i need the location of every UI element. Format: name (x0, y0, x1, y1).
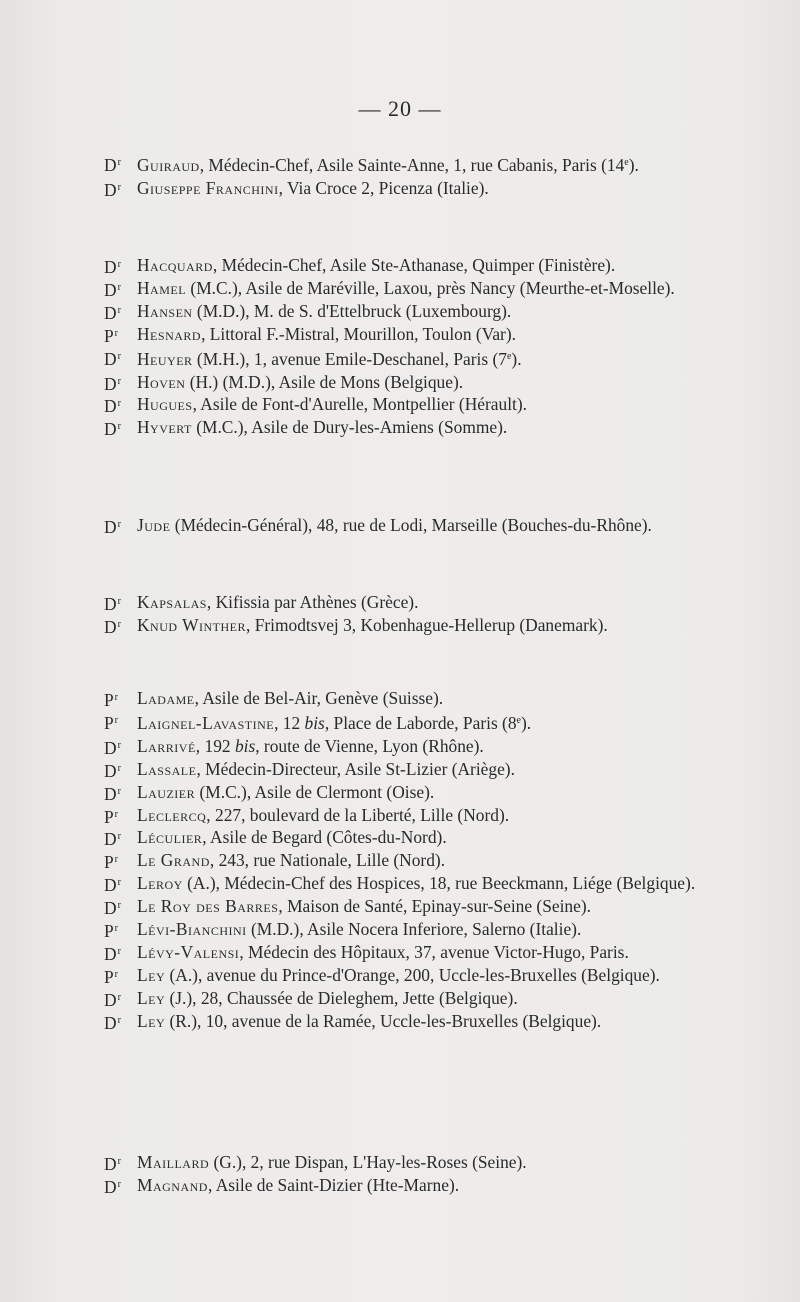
title-abbrev: $D^r$ (104, 517, 121, 537)
member-address: (A.), Médecin-Chef des Hospices, 18, rue Beeckmann, Liége (Belgique). (182, 873, 696, 894)
member-name: Leclercq (137, 804, 207, 825)
list-item (104, 591, 734, 614)
member-address: , Asile de Bel-Air, Genève (Suisse). (194, 688, 444, 708)
member-name: Hansen (137, 300, 193, 321)
member-name: Hacquard (137, 255, 213, 275)
title-abbrev: $D^r$ (104, 396, 121, 417)
member-address: , Frimodtsvej 3, Kobenhague-Hellerup (Danemark). (246, 614, 608, 635)
title-abbrev: $D^r$ (104, 989, 121, 1010)
list-item (104, 416, 734, 439)
member-address: (M.H.), 1, avenue Emile-Deschanel, Paris (7e). (192, 348, 522, 369)
title-abbrev: $D^r$ (104, 419, 121, 440)
member-address: (M.C.), Asile de Dury-les-Amiens (Somme). (191, 417, 508, 438)
member-name: Lévi-Bianchini (137, 919, 247, 940)
list-item (104, 941, 734, 964)
member-name: Le Grand (137, 850, 210, 871)
member-name: Le Roy des Barres (137, 896, 279, 917)
member-name: Hoven (137, 371, 186, 392)
entry-group (104, 591, 734, 637)
member-name: Léculier (137, 827, 203, 848)
list-item (104, 1151, 734, 1174)
member-address: , Asile de Saint-Dizier (Hte-Marne). (207, 1174, 460, 1195)
member-name: Ladame (137, 688, 195, 708)
title-abbrev: $D^r$ (104, 179, 121, 200)
member-address: (M.D.), M. de S. d'Ettelbruck (Luxembourg). (192, 300, 512, 321)
title-abbrev: $P^r$ (104, 921, 119, 942)
title-abbrev: $D^r$ (104, 279, 121, 300)
member-address: , Via Croce 2, Picenza (Italie). (278, 177, 489, 198)
list-item (104, 710, 734, 735)
list-item (104, 872, 734, 895)
member-name: Kapsalas (137, 592, 207, 612)
title-abbrev: $D^r$ (104, 737, 121, 758)
list-item (104, 300, 734, 323)
page-number: — 20 — (358, 96, 442, 121)
entry-group (104, 514, 734, 537)
list-item (104, 614, 734, 637)
title-abbrev: $D^r$ (104, 616, 121, 637)
member-name: Ley (137, 987, 166, 1008)
title-abbrev: $D^r$ (104, 302, 121, 323)
title-abbrev: $D^r$ (104, 760, 121, 781)
member-address: (M.D.), Asile Nocera Inferiore, Salerno (Italie). (246, 919, 582, 940)
list-item (104, 918, 734, 941)
list-item (104, 687, 734, 710)
list-item (104, 758, 734, 781)
member-name: Ley (137, 964, 166, 985)
title-abbrev: $D^r$ (104, 257, 121, 277)
member-name: Hesnard (137, 323, 202, 344)
member-name: Laignel-Lavastine (137, 712, 275, 733)
title-abbrev: $D^r$ (104, 1154, 121, 1174)
member-address: (Médecin-Général), 48, rue de Lodi, Marseille (Bouches-du-Rhône). (170, 515, 652, 535)
title-abbrev: $P^r$ (104, 852, 119, 873)
list-item (104, 514, 734, 537)
list-item (104, 1174, 734, 1197)
member-address: , 192 bis, route de Vienne, Lyon (Rhône). (195, 735, 484, 756)
list-item (104, 152, 734, 177)
member-name: Heuyer (137, 348, 193, 369)
title-abbrev: $D^r$ (104, 1012, 121, 1033)
member-name: Giuseppe Franchini (137, 177, 279, 198)
member-address: (R.), 10, avenue de la Ramée, Uccle-les-Bruxelles (Belgique). (165, 1010, 602, 1031)
list-item (104, 323, 734, 346)
member-name: Hamel (137, 277, 187, 298)
title-abbrev: $P^r$ (104, 966, 119, 987)
list-item (104, 849, 734, 872)
title-abbrev: $D^r$ (104, 829, 121, 850)
entry-group (104, 1151, 734, 1197)
entry-group (104, 152, 734, 200)
member-address: , Maison de Santé, Epinay-sur-Seine (Seine). (278, 896, 591, 917)
member-name: Knud Winther (137, 614, 246, 635)
list-item (104, 277, 734, 300)
title-abbrev: $P^r$ (104, 690, 119, 710)
list-item (104, 1010, 734, 1033)
member-name: Guiraud (137, 155, 200, 175)
list-item (104, 781, 734, 804)
member-address: , Littoral F.-Mistral, Mourillon, Toulon (Var). (201, 323, 516, 344)
member-address: , Médecin-Chef, Asile Ste-Athanase, Quimper (Finistère). (212, 255, 616, 275)
title-abbrev: $D^r$ (104, 783, 121, 804)
list-item (104, 346, 734, 371)
member-address: (G.), 2, rue Dispan, L'Hay-les-Roses (Seine). (209, 1152, 527, 1172)
member-address: , Médecin-Directeur, Asile St-Lizier (Ariège). (196, 758, 515, 779)
member-name: Hyvert (137, 417, 192, 438)
list-item (104, 804, 734, 827)
list-item (104, 177, 734, 200)
title-abbrev: $P^r$ (104, 325, 119, 346)
member-address: , Kifissia par Athènes (Grèce). (206, 592, 419, 612)
list-item (104, 393, 734, 416)
list-item (104, 826, 734, 849)
title-abbrev: $D^r$ (104, 373, 121, 394)
member-name: Maillard (137, 1152, 210, 1172)
member-address: (M.C.), Asile de Maréville, Laxou, près Nancy (Meurthe-et-Moselle). (186, 277, 675, 298)
member-name: Ley (137, 1010, 166, 1031)
member-address: , 243, rue Nationale, Lille (Nord). (209, 850, 446, 871)
member-name: Lassale (137, 758, 197, 779)
title-abbrev: $D^r$ (104, 943, 121, 964)
member-address: (J.), 28, Chaussée de Dieleghem, Jette (Belgique). (165, 987, 518, 1008)
member-name: Jude (137, 515, 171, 535)
member-address: , Asile de Font-d'Aurelle, Montpellier (Hérault). (192, 394, 528, 415)
member-name: Larrivé (137, 735, 196, 756)
member-address: , 12 bis, Place de Laborde, Paris (8e). (274, 712, 532, 733)
title-abbrev: $D^r$ (104, 898, 121, 919)
member-name: Lauzier (137, 781, 196, 802)
member-address: (A.), avenue du Prince-d'Orange, 200, Uccle-les-Bruxelles (Belgique). (165, 964, 660, 985)
title-abbrev: $P^r$ (104, 806, 119, 827)
list-item (104, 254, 734, 277)
member-address: , Médecin des Hôpitaux, 37, avenue Victor-Hugo, Paris. (239, 941, 629, 962)
list-item (104, 371, 734, 394)
entry-group (104, 254, 734, 439)
title-abbrev: $D^r$ (104, 155, 121, 175)
list-item (104, 964, 734, 987)
member-name: Magnand (137, 1174, 208, 1195)
member-name: Lévy-Valensi (137, 941, 240, 962)
member-name: Leroy (137, 873, 183, 894)
member-address: (M.C.), Asile de Clermont (Oise). (195, 781, 435, 802)
member-address: (H.) (M.D.), Asile de Mons (Belgique). (185, 371, 464, 392)
list-item (104, 895, 734, 918)
title-abbrev: $D^r$ (104, 594, 121, 614)
member-name: Hugues (137, 394, 193, 415)
entry-group (104, 687, 734, 1033)
member-address: , Asile de Begard (Côtes-du-Nord). (202, 827, 447, 848)
list-item (104, 987, 734, 1010)
member-address: , Médecin-Chef, Asile Sainte-Anne, 1, rue Cabanis, Paris (14e). (199, 155, 639, 175)
title-abbrev: $D^r$ (104, 348, 121, 369)
member-address: , 227, boulevard de la Liberté, Lille (Nord). (206, 804, 510, 825)
title-abbrev: $D^r$ (104, 1176, 121, 1197)
list-item (104, 735, 734, 758)
title-abbrev: $D^r$ (104, 875, 121, 896)
title-abbrev: $P^r$ (104, 712, 119, 733)
